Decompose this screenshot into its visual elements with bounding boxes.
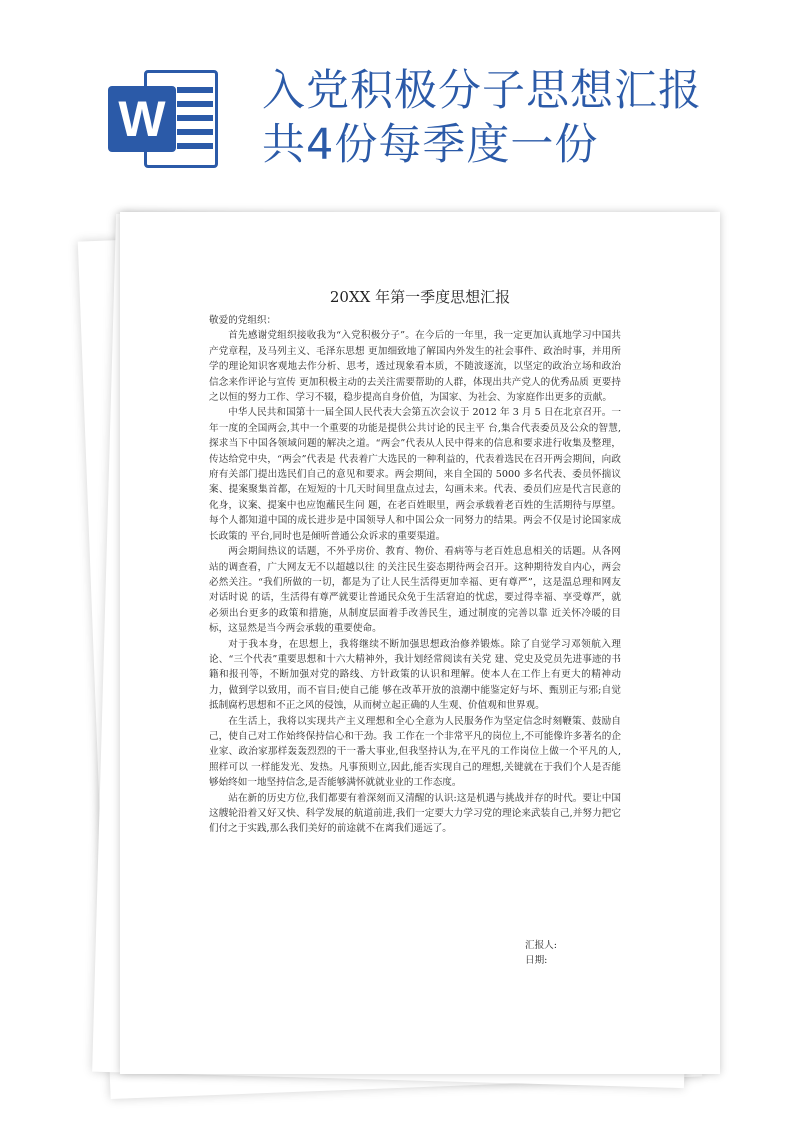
paragraph: 在生活上，我将以实现共产主义理想和全心全意为人民服务作为坚定信念时刻鞭策、鼓励自己，使自己对工作始终保持信心和干劲。我 工作在一个非常平凡的岗位上,不可能像许多著名的企业家、政治家那样轰轰烈烈的干一番大事业,但我坚持认为,在平凡的工作岗位上做一个平凡的人,照样可以 一样能发光、发热。凡事预则立,因此,能否实现自己的理想,关键就在于我们个人是否能够始终如一地坚持信念,是否能够满怀就就业业的工作态度。 bbox=[209, 715, 621, 789]
document-body bbox=[209, 313, 621, 837]
header bbox=[0, 0, 800, 200]
paragraph: 两会期间热议的话题，不外乎房价、教育、物价、看病等与老百姓息息相关的话题。从各网站的调查看，广大网友无不以超越以往 的关注民生姿态期待两会召开。这种期待发自内心，两会必然关注。“我们所做的一切，都是为了让人民生活得更加幸福、更有尊严”，这是温总理和网友对话时说 的话，生活得有尊严就要让普通民众免于生活窘迫的忧虑，要过得幸福、享受尊严，就必须出台更多的政策和措施，从制度层面着手改善民生，通过制度的完善以靠 近关怀冷暖的目标，这显然是当今两会承载的重要使命。 bbox=[209, 546, 621, 635]
page-title bbox=[262, 64, 782, 172]
title-line-2: 共4份每季度一份 bbox=[262, 120, 599, 170]
paragraph: 对于我本身，在思想上，我将继续不断加强思想政治修养锻炼。除了自觉学习邓领航入理论、“三个代表”重要思想和十六大精神外，我计划经常阅读有关党 建、党史及党员先进事迹的书籍和报刊等，不断加强对党的路线、方针政策的认识和理解。使本人在工作上有更大的精神动力，做到学以致用，而不盲目;使自己能 够在改革开放的浪潮中能鉴定好与坏、甄别正与邪;自觉抵制腐朽思想和不正之风的侵蚀，从而树立起正确的人生观、价值观和世界观。 bbox=[209, 638, 621, 712]
paragraph: 中华人民共和国第十一届全国人民代表大会第五次会议于 2012 年 3 月 5 日在北京召开。一年一度的全国两会,其中一个重要的功能是提供公共讨论的民主平 台,集合代表委员及公众的智慧,探求当下中国各领域问题的解决之道。“两会”代表从人民中得来的信息和要求进行收集及整理，传达给党中央，“两会”代表是 代表着广大选民的一种利益的，代表着选民在召开两会期间，向政府有关部门提出选民们自己的意见和要求。两会期间，来自全国的 5000 多名代表、委员怀揣议案、提案聚集首都，在短短的十几天时间里盘点过去，勾画未来。代表、委员们应是代言民意的化身，议案、提案中也应饱蘸民生问 题，在老百姓眼里，两会承载着老百姓的生活期待与厚望。每个人都知道中国的成长进步是中国领导人和中国公众一同努力的结果。两会不仅是讨论国家成长政策的 平台,同时也是倾听普通公众诉求的重要渠道。 bbox=[209, 407, 621, 542]
document-page[interactable] bbox=[120, 212, 720, 1074]
paragraph: 首先感谢党组织接收我为“入党积极分子”。在今后的一年里，我一定更加认真地学习中国共产党章程，及马列主义、毛泽东思想 更加细致地了解国内外发生的社会事件、政治时事，并用所学的理论知识客观地去作分析、思考，透过现象看本质，不随波逐流，以坚定的政治立场和政治信念来作评论与宣传 更加积极主动的去关注需要帮助的人群，体现出共产党人的优秀品质 更要持之以恒的努力工作、学习不辍，稳步提高自身价值，为国家、为社会、为家庭作出更多的贡献。 bbox=[209, 330, 621, 404]
greeting: 敬爱的党组织： bbox=[209, 315, 277, 326]
paragraph: 站在新的历史方位,我们都要有着深刻而又清醒的认识:这是机遇与挑战并存的时代。要让中国这艘轮沿着又好又快、科学发展的航道前进,我们一定要大力学习党的理论来武装自己,并努力把它们付之于实践,那么我们美好的前途就不在离我们遥远了。 bbox=[209, 792, 621, 835]
word-logo-badge: W bbox=[108, 86, 176, 152]
signature-block bbox=[525, 938, 557, 969]
document-title: 20XX 年第一季度思想汇报 bbox=[329, 288, 511, 306]
title-line-1: 入党积极分子思想汇报 bbox=[262, 66, 702, 116]
date-label: 日期: bbox=[525, 955, 548, 967]
word-document-icon bbox=[108, 70, 218, 168]
reporter-label: 汇报人: bbox=[525, 940, 558, 951]
